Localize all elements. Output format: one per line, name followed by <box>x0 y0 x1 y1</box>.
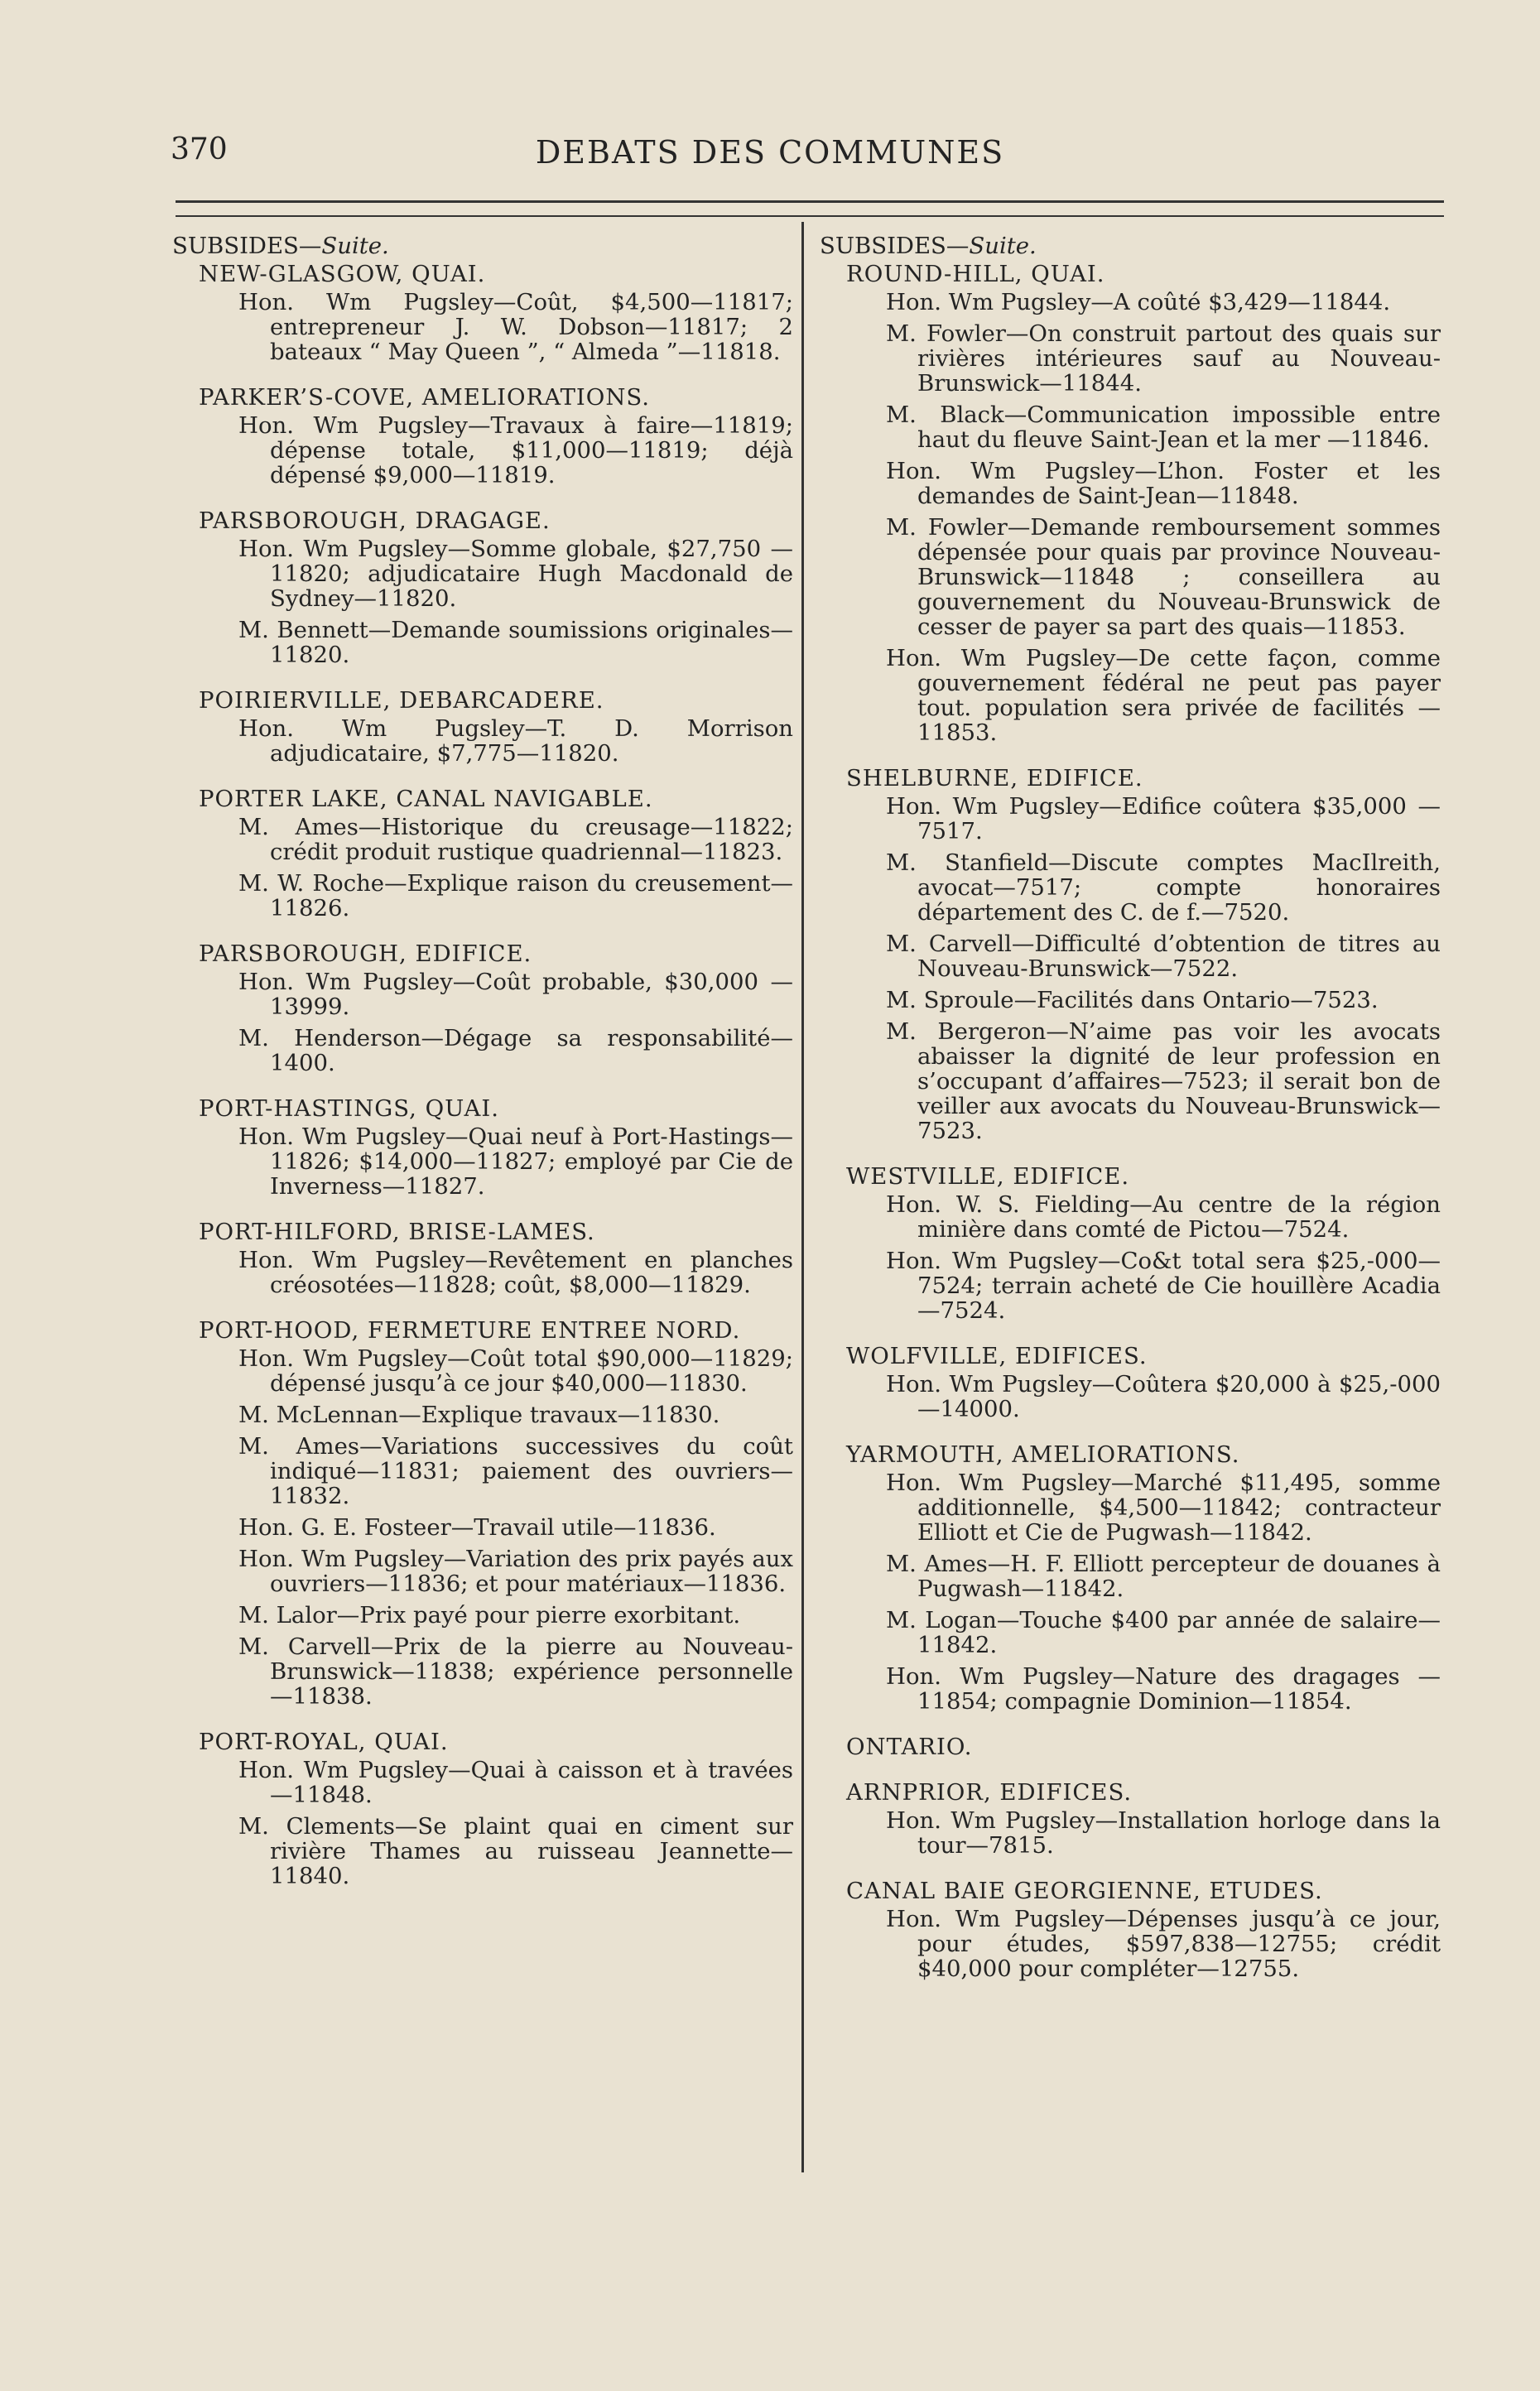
section-title: SUBSIDES— <box>172 233 322 259</box>
speaker-entry: Hon. Wm Pugsley—Somme globale, $27,750 —11820; adjudicataire Hugh Macdonald de Sydney—11820. <box>238 536 793 612</box>
index-entry-block <box>820 262 1441 745</box>
speaker-entry: Hon. Wm Pugsley—L’hon. Foster et les demandes de Saint-Jean—11848. <box>886 458 1441 509</box>
right-blocks <box>820 262 1441 1981</box>
place-heading: PORTER LAKE, CANAL NAVIGABLE. <box>199 786 653 812</box>
index-entry-block <box>820 1164 1441 1323</box>
speaker-entry: Hon. Wm Pugsley—Coûtera $20,000 à $25,-000—14000. <box>886 1371 1441 1422</box>
index-entry-block <box>820 1780 1441 1858</box>
place-heading: SHELBURNE, EDIFICE. <box>846 765 1143 791</box>
column-divider <box>801 222 804 2172</box>
speaker-entry: M. Ames—Variations successives du coût indiqué—11831; paiement des ouvriers—11832. <box>238 1433 793 1509</box>
speaker-entry: Hon. Wm Pugsley—Variation des prix payés aux ouvriers—11836; et pour matériaux—11836. <box>238 1546 793 1597</box>
index-entry-block <box>172 385 793 488</box>
speaker-entry: Hon. Wm Pugsley—Co&t total sera $25,-000—7524; terrain acheté de Cie houillère Acadia—7524. <box>886 1248 1441 1324</box>
section-suffix: Suite. <box>321 233 389 259</box>
running-title: DEBATS DES COMMUNES <box>535 134 1005 171</box>
index-entry-block <box>820 766 1441 1143</box>
place-heading: PORT-ROYAL, QUAI. <box>199 1729 449 1755</box>
place-heading: PARSBOROUGH, EDIFICE. <box>199 941 532 967</box>
place-heading: ARNPRIOR, EDIFICES. <box>846 1779 1133 1806</box>
index-entry-block <box>172 508 793 667</box>
place-heading: POIRIERVILLE, DEBARCADERE. <box>199 687 604 714</box>
speaker-entry: Hon. Wm Pugsley—Revêtement en planches créosotées—11828; coût, $8,000—11829. <box>238 1247 793 1298</box>
speaker-entry: Hon. Wm Pugsley—Coût probable, $30,000 —13999. <box>238 969 793 1020</box>
place-heading: YARMOUTH, AMELIORATIONS. <box>846 1441 1240 1468</box>
place-heading: WOLFVILLE, EDIFICES. <box>846 1343 1148 1369</box>
speaker-entry: Hon. Wm Pugsley—T. D. Morrison adjudicataire, $7,775—11820. <box>238 715 793 767</box>
speaker-entry: Hon. Wm Pugsley—Installation horloge dans la tour—7815. <box>886 1807 1441 1859</box>
index-entry-block <box>172 688 793 766</box>
index-entry-block <box>172 1730 793 1888</box>
speaker-entry: Hon. Wm Pugsley—Marché $11,495, somme additionnelle, $4,500—11842; contracteur Elliott et Cie de Pugwash—11842. <box>886 1470 1441 1546</box>
speaker-entry: M. Black—Communication impossible entre haut du fleuve Saint-Jean et la mer —11846. <box>886 402 1441 453</box>
speaker-entry: Hon. W. S. Fielding—Au centre de la région minière dans comté de Pictou—7524. <box>886 1191 1441 1243</box>
speaker-entry: M. Carvell—Prix de la pierre au Nouveau-Brunswick—11838; expérience personnelle—11838. <box>238 1633 793 1710</box>
speaker-entry: M. Fowler—On construit partout des quais sur rivières intérieures sauf au Nouveau-Brunswick—11844. <box>886 320 1441 397</box>
index-entry-block <box>172 941 793 1075</box>
speaker-entry: M. McLennan—Explique travaux—11830. <box>238 1402 720 1428</box>
section-heading <box>820 233 1441 258</box>
index-entry-block <box>820 1734 1441 1759</box>
speaker-entry: Hon. Wm Pugsley—Coût total $90,000—11829; dépensé jusqu’à ce jour $40,000—11830. <box>238 1345 793 1397</box>
place-heading: PORT-HOOD, FERMETURE ENTREE NORD. <box>199 1317 741 1344</box>
index-entry-block <box>820 1442 1441 1714</box>
section-suffix: Suite. <box>969 233 1037 259</box>
speaker-entry: M. Stanfield—Discute comptes MacIlreith, avocat—7517; compte honoraires département des C. de f.—7520. <box>886 849 1441 926</box>
speaker-entry: Hon. G. E. Fosteer—Travail utile—11836. <box>238 1514 716 1541</box>
speaker-entry: M. Bergeron—N’aime pas voir les avocats abaisser la dignité de leur profession en s’occupant d’affaires—7523; il serait bon de veiller aux avocats du Nouveau-Brunswick—7523. <box>886 1018 1441 1144</box>
speaker-entry: Hon. Wm Pugsley—De cette façon, comme gouvernement fédéral ne peut pas payer tout. population sera privée de facilités —11853. <box>886 645 1441 746</box>
place-heading: NEW-GLASGOW, QUAI. <box>199 261 486 287</box>
place-heading: PARSBOROUGH, DRAGAGE. <box>199 508 551 534</box>
place-heading: PARKER’S-COVE, AMELIORATIONS. <box>199 384 651 411</box>
section-title: SUBSIDES— <box>820 233 970 259</box>
header-rule-thin <box>176 215 1444 217</box>
speaker-entry: Hon. Wm Pugsley—A coûté $3,429—11844. <box>886 289 1391 315</box>
speaker-entry: Hon. Wm Pugsley—Dépenses jusqu’à ce jour, pour études, $597,838—12755; crédit $40,000 pour compléter—12755. <box>886 1906 1441 1982</box>
speaker-entry: M. Fowler—Demande remboursement sommes dépensée pour quais par province Nouveau-Brunswick—11848 ; conseillera au gouvernement du Nouveau-Brunswick de cesser de payer sa part des quais—11853. <box>886 514 1441 640</box>
index-entry-block <box>172 1096 793 1199</box>
speaker-entry: M. Ames—H. F. Elliott percepteur de douanes à Pugwash—11842. <box>886 1551 1441 1602</box>
index-entry-block <box>820 1879 1441 1981</box>
speaker-entry: M. W. Roche—Explique raison du creusement—11826. <box>238 870 793 921</box>
speaker-entry: Hon. Wm Pugsley—Edifice coûtera $35,000 —7517. <box>886 793 1441 844</box>
page-number: 370 <box>171 132 228 166</box>
section-heading <box>172 233 793 258</box>
speaker-entry: M. Ames—Historique du creusage—11822; crédit produit rustique quadriennal—11823. <box>238 814 793 865</box>
speaker-entry: Hon. Wm Pugsley—Quai neuf à Port-Hastings—11826; $14,000—11827; employé par Cie de Inverness—11827. <box>238 1123 793 1200</box>
speaker-entry: Hon. Wm Pugsley—Travaux à faire—11819; dépense totale, $11,000—11819; déjà dépensé $9,000—11819. <box>238 412 793 488</box>
speaker-entry: Hon. Wm Pugsley—Quai à caisson et à travées—11848. <box>238 1757 793 1808</box>
place-heading: WESTVILLE, EDIFICE. <box>846 1163 1130 1190</box>
place-heading: ROUND-HILL, QUAI. <box>846 261 1105 287</box>
index-entry-block <box>172 787 793 921</box>
place-heading: CANAL BAIE GEORGIENNE, ETUDES. <box>846 1878 1323 1904</box>
speaker-entry: M. Carvell—Difficulté d’obtention de titres au Nouveau-Brunswick—7522. <box>886 931 1441 982</box>
index-entry-block <box>172 262 793 364</box>
right-column <box>820 233 1441 2002</box>
speaker-entry: M. Lalor—Prix payé pour pierre exorbitant. <box>238 1602 741 1628</box>
index-entry-block <box>820 1344 1441 1422</box>
header-rule <box>176 200 1444 203</box>
speaker-entry: M. Bennett—Demande soumissions originales—11820. <box>238 617 793 668</box>
index-entry-block <box>172 1318 793 1709</box>
speaker-entry: Hon. Wm Pugsley—Nature des dragages —11854; compagnie Dominion—11854. <box>886 1663 1441 1715</box>
left-blocks <box>172 262 793 1888</box>
speaker-entry: M. Logan—Touche $400 par année de salaire—11842. <box>886 1607 1441 1658</box>
speaker-entry: M. Sproule—Facilités dans Ontario—7523. <box>886 987 1379 1013</box>
index-entry-block <box>172 1220 793 1297</box>
left-column <box>172 233 793 1909</box>
speaker-entry: M. Clements—Se plaint quai en ciment sur rivière Thames au ruisseau Jeannette—11840. <box>238 1813 793 1889</box>
speaker-entry: M. Henderson—Dégage sa responsabilité—1400. <box>238 1025 793 1076</box>
place-heading: ONTARIO. <box>846 1734 973 1760</box>
place-heading: PORT-HASTINGS, QUAI. <box>199 1095 499 1122</box>
place-heading: PORT-HILFORD, BRISE-LAMES. <box>199 1219 595 1245</box>
speaker-entry: Hon. Wm Pugsley—Coût, $4,500—11817; entrepreneur J. W. Dobson—11817; 2 bateaux “ May Queen ”, “ Almeda ”—11818. <box>238 289 793 365</box>
